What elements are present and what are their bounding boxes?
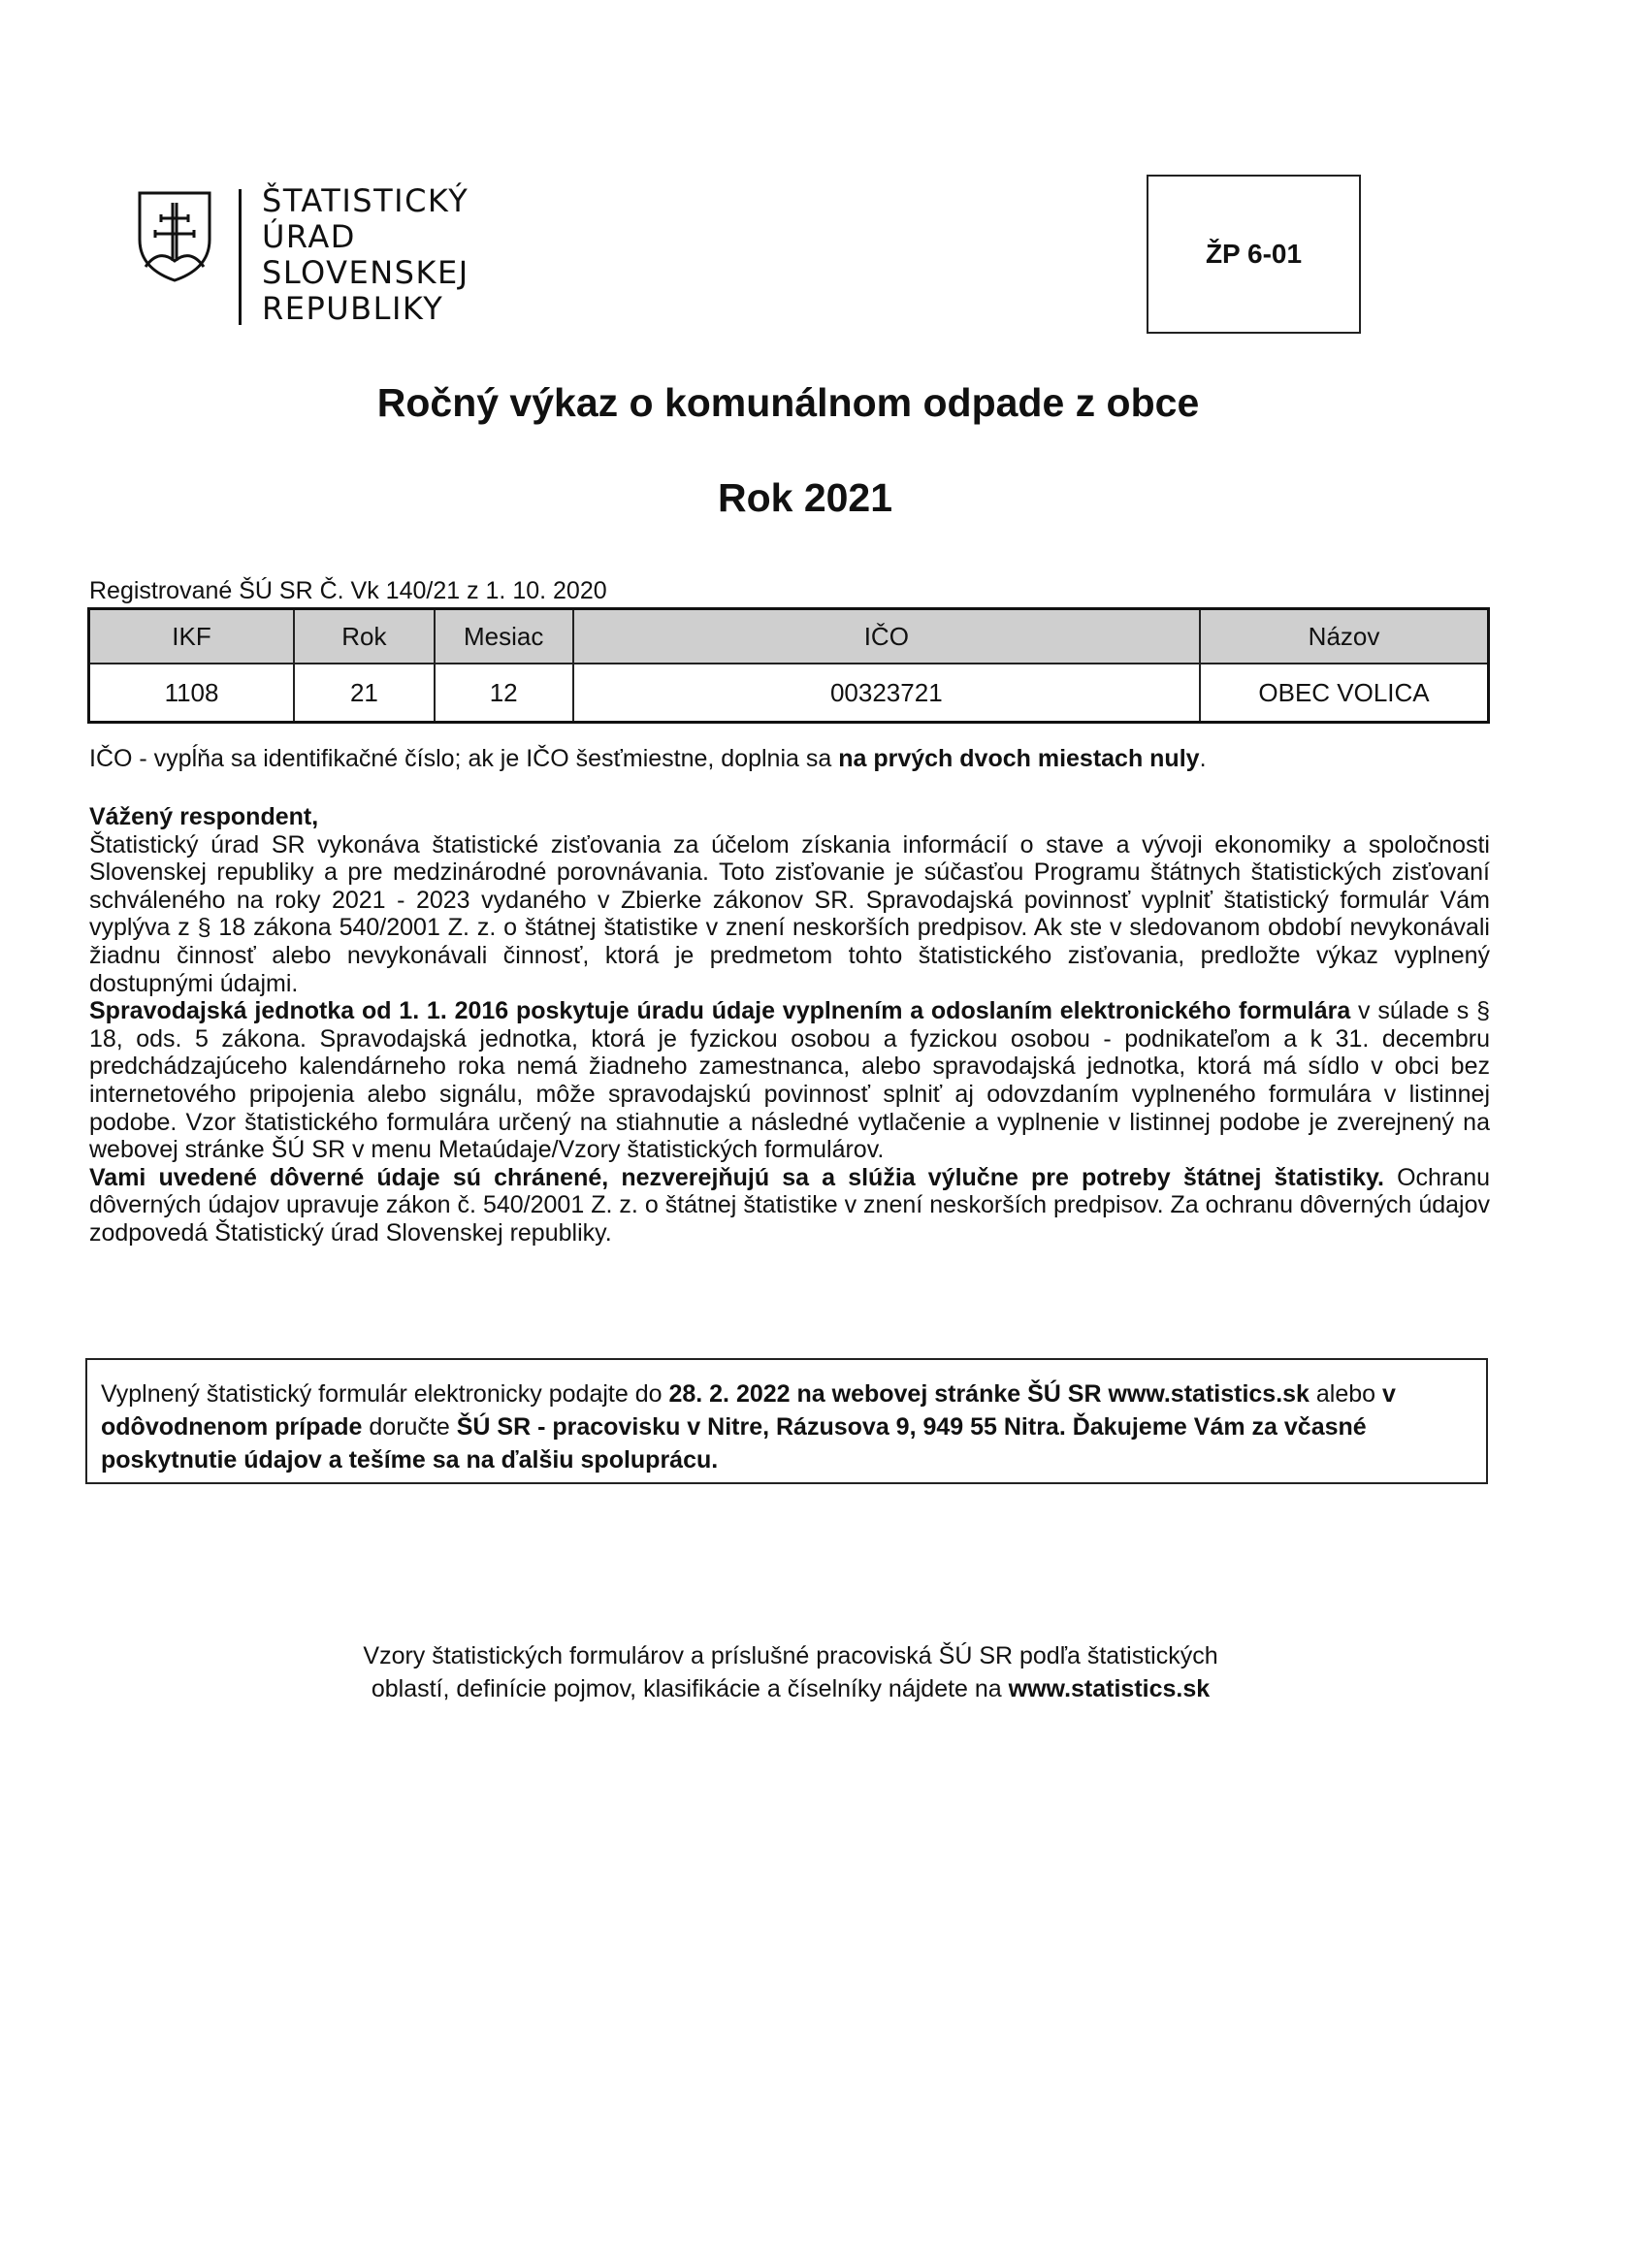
table-header-row <box>89 609 1489 664</box>
identification-table <box>87 607 1490 724</box>
greeting <box>89 803 1490 831</box>
org-line: SLOVENSKEJ <box>262 254 469 291</box>
paragraph-confidentiality <box>89 1164 1490 1247</box>
cell-ikf: 1108 <box>89 664 295 723</box>
column-header-mesiac: Mesiac <box>435 609 573 664</box>
respondent-letter <box>89 803 1490 1247</box>
column-header-ico: IČO <box>573 609 1200 664</box>
notice-bold-1: 28. 2. 2022 na webovej stránke ŠÚ SR www.statistics.sk <box>668 1380 1310 1408</box>
org-line: ŠTATISTICKÝ <box>262 182 469 219</box>
statistical-office-logo <box>136 182 563 327</box>
footer-note <box>0 1639 1581 1705</box>
cell-rok: 21 <box>294 664 435 723</box>
paragraph-confidentiality-bold: Vami uvedené dôverné údaje sú chránené, nezverejňujú sa a slúžia výlučne pre potreby štátnej štatistiky. <box>89 1163 1384 1191</box>
form-code: ŽP 6-01 <box>1205 239 1303 269</box>
ico-note-end: . <box>1199 745 1207 772</box>
column-header-nazov: Názov <box>1200 609 1488 664</box>
paragraph-electronic-text: v súlade s § 18, ods. 5 zákona. Spravodajská jednotka, ktorá je fyzickou osobou a fyzickou osobou - podnikateľom a k 31. decembru predchádzajúceho kalendárneho roka nemá žiadneho zamestnanca, alebo spravodajská jednotka, ktorá má sídlo v obci bez internetového pripojenia alebo signálu, môže spravodajskú povinnosť splniť aj odovzdaním vyplneného formulára v listinnej podobe. Vzor štatistického formulára určený na stiahnutie a následné vytlačenie a vyplnenie v listinnej podobe je zverejnený na webovej stránke ŠÚ SR v menu Metaúdaje/Vzory štatistických formulárov. <box>89 997 1490 1164</box>
document-title: Ročný výkaz o komunálnom odpade z obce <box>376 380 1200 425</box>
notice-bold-3: ŠÚ SR - pracovisku v Nitre, Rázusova 9, 949 55 Nitra. Ďakujeme Vám za včasné poskytnutie údajov a tešíme sa na ďalšiu spoluprácu. <box>101 1413 1367 1474</box>
org-line: ÚRAD <box>262 218 356 255</box>
submission-notice-box <box>85 1358 1488 1484</box>
footer-line-2-text: oblastí, definície pojmov, klasifikácie a číselníky nájdete na <box>371 1675 1009 1702</box>
table-row <box>89 664 1489 723</box>
paragraph-confidentiality-text: Ochranu dôverných údajov upravuje zákon č. 540/2001 Z. z. o štátnej štatistike v znení neskorších predpisov. Za ochranu dôverných údajov zodpovedá Štatistický úrad Slovenskej republiky. <box>89 1163 1491 1247</box>
footer-line-2 <box>0 1672 1581 1705</box>
notice-bold-2: v odôvodnenom prípade <box>101 1380 1396 1441</box>
ico-note <box>89 745 1207 773</box>
paragraph-electronic <box>89 997 1490 1164</box>
notice-text-2: alebo <box>1309 1380 1383 1408</box>
ico-note-text: IČO - vypĺňa sa identifikačné číslo; ak je IČO šesťmiestne, doplnia sa <box>89 745 839 772</box>
registration-number: Registrované ŠÚ SR Č. Vk 140/21 z 1. 10. 2020 <box>89 577 607 604</box>
cell-ico: 00323721 <box>573 664 1200 723</box>
column-header-rok: Rok <box>294 609 435 664</box>
report-year: Rok 2021 <box>717 475 893 520</box>
column-header-ikf: IKF <box>89 609 295 664</box>
footer-link[interactable]: www.statistics.sk <box>1008 1675 1211 1702</box>
cell-nazov: OBEC VOLICA <box>1200 664 1488 723</box>
greeting-text: Vážený respondent, <box>89 803 319 830</box>
ico-note-bold: na prvých dvoch miestach nuly <box>838 745 1200 772</box>
org-line: REPUBLIKY <box>262 290 444 327</box>
paragraph-intro: Štatistický úrad SR vykonáva štatistické zisťovania za účelom získania informácií o stave a vývoji ekonomiky a spoločnosti Slovenskej republiky a pre medzinárodné porovnávania. Toto zisťovanie je súčasťou Programu štátnych štatistických zisťovaní schváleného na roky 2021 - 2023 vydaného v Zbierke zákonov SR. Spravodajská povinnosť vyplniť štatistický formulár Vám vyplýva z § 18 zákona 540/2001 Z. z. o štátnej štatistike v znení neskorších predpisov. Ak ste v sledovanom období nevykonávali žiadnu činnosť alebo nevykonávali činnosť, ktorá je predmetom tohto štatistického zisťovania, predložte výkaz vyplnený dostupnými údajmi. <box>89 830 1490 997</box>
paragraph-electronic-bold: Spravodajská jednotka od 1. 1. 2016 poskytuje úradu údaje vyplnením a odoslaním elektronického formulára <box>89 997 1351 1025</box>
notice-text-1: Vyplnený štatistický formulár elektronicky podajte do <box>101 1380 669 1408</box>
notice-text-3: doručte <box>362 1413 457 1441</box>
form-code-box <box>1147 175 1361 334</box>
coat-of-arms-icon <box>136 189 213 282</box>
logo-divider <box>239 189 242 325</box>
cell-mesiac: 12 <box>435 664 573 723</box>
footer-line-1: Vzory štatistických formulárov a príslušné pracoviská ŠÚ SR podľa štatistických <box>363 1642 1218 1669</box>
organization-name <box>262 183 469 327</box>
